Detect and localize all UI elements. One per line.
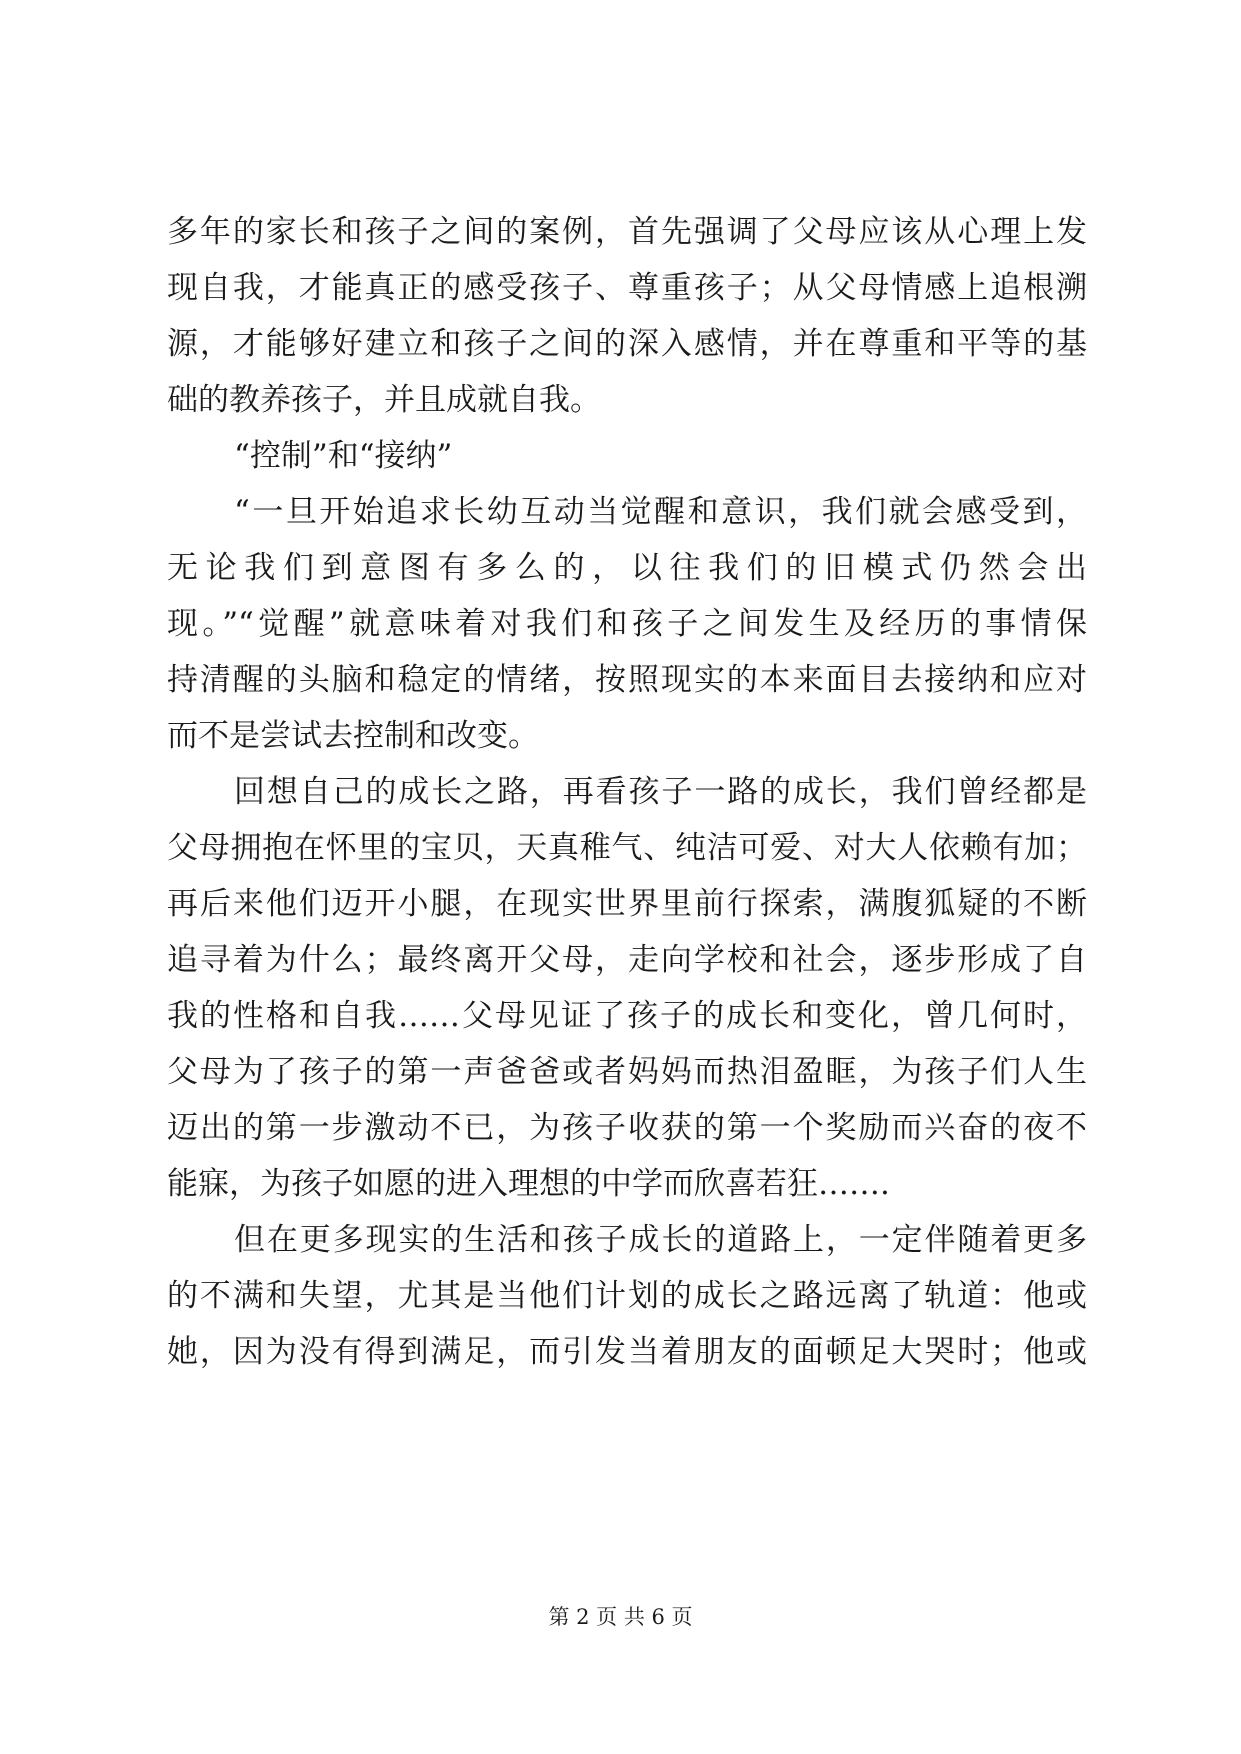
- text-line: 回想自己的成长之路，再看孩子一路的成长，我们曾经都是: [234, 774, 1087, 810]
- text-line: 我的性格和自我……父母见证了孩子的成长和变化，曾几何时，: [167, 998, 1087, 1034]
- text-line: 现。”“觉醒”就意味着对我们和孩子之间发生及经历的事情保: [167, 606, 1087, 642]
- text-line: 但在更多现实的生活和孩子成长的道路上，一定伴随着更多: [234, 1222, 1087, 1258]
- page-footer: 第 2 页 共 6 页: [548, 1605, 693, 1629]
- text-line: 父母为了孩子的第一声爸爸或者妈妈而热泪盈眶，为孩子们人生: [167, 1054, 1087, 1090]
- text-line: 无论我们到意图有多么的，以往我们的旧模式仍然会出: [167, 550, 1087, 586]
- text-line: 现自我，才能真正的感受孩子、尊重孩子；从父母情感上追根溯: [167, 270, 1087, 306]
- text-line: 源，才能够好建立和孩子之间的深入感情，并在尊重和平等的基: [167, 326, 1087, 362]
- text-line: 持清醒的头脑和稳定的情绪，按照现实的本来面目去接纳和应对: [167, 662, 1087, 698]
- text-line: 多年的家长和孩子之间的案例，首先强调了父母应该从心理上发: [167, 214, 1087, 250]
- text-line: 追寻着为什么；最终离开父母，走向学校和社会，逐步形成了自: [167, 942, 1087, 978]
- text-line: 础的教养孩子，并且成就自我。: [167, 382, 601, 418]
- text-line: 迈出的第一步激动不已，为孩子收获的第一个奖励而兴奋的夜不: [167, 1110, 1087, 1146]
- text-line: 能寐，为孩子如愿的进入理想的中学而欣喜若狂…….: [167, 1166, 890, 1202]
- text-line: 的不满和失望，尤其是当他们计划的成长之路远离了轨道：他或: [167, 1278, 1087, 1314]
- text-line: “一旦开始追求长幼互动当觉醒和意识，我们就会感受到，: [234, 494, 1087, 530]
- text-line: 而不是尝试去控制和改变。: [167, 718, 539, 754]
- text-line: 再后来他们迈开小腿，在现实世界里前行探索，满腹狐疑的不断: [167, 886, 1087, 922]
- text-line: 她，因为没有得到满足，而引发当着朋友的面顿足大哭时；他或: [167, 1334, 1087, 1370]
- section-heading: “控制”和“接纳”: [234, 438, 453, 474]
- text-line: 父母拥抱在怀里的宝贝，天真稚气、纯洁可爱、对大人依赖有加；: [167, 830, 1087, 866]
